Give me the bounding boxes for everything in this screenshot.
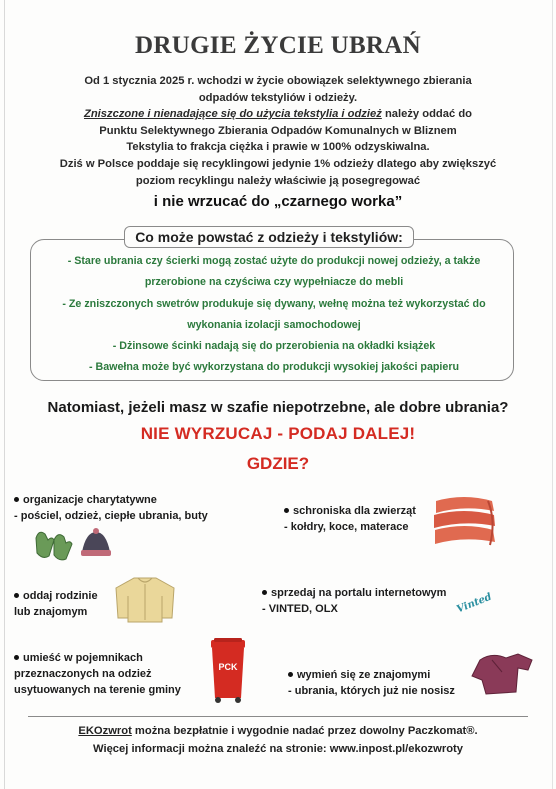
- folded-duvets-icon: [432, 491, 496, 551]
- option-shelters-title: schroniska dla zwierząt: [293, 505, 416, 517]
- option-containers-line1: [14, 650, 181, 666]
- uses-line: - Ze zniszczonych swetrów produkuje się dywany, wełnę można też wykorzystać do: [62, 297, 486, 310]
- option-sell-line2: - VINTED, OLX: [262, 603, 338, 616]
- black-bag-warning: i nie wrzucać do „czarnego worka”: [153, 193, 403, 210]
- option-sell: [262, 585, 446, 617]
- intro-paragraph: [20, 73, 536, 189]
- uses-line: - Dżinsowe ścinki nadają się do przerobienia na okładki książek: [112, 340, 436, 353]
- scan-edge-left: [4, 0, 5, 789]
- footer-line2: Więcej informacji można znaleźć na stronie: www.inpost.pl/ekozwroty: [93, 743, 463, 755]
- bullet-dot: [262, 590, 267, 595]
- option-charity-title: organizacje charytatywne: [23, 494, 157, 506]
- bullet-dot: [14, 593, 19, 598]
- scan-edge-right: [552, 0, 553, 789]
- intro-italic-text: Zniszczone i nienadające się do użycia tekstylia i odzież: [84, 108, 382, 121]
- intro-line-rest: należy oddać do: [381, 108, 472, 121]
- ekozwrot-brand: EKOzwrot: [78, 725, 132, 737]
- option-charity-line2: - pościel, odzież, ciepłe ubrania, buty: [14, 510, 208, 523]
- intro-line: Tekstylia to frakcja ciężka i prawie w 100% odzyskiwalna.: [126, 141, 430, 154]
- where-heading: GDZIE?: [246, 454, 310, 473]
- swapped-jacket-icon: [470, 652, 538, 696]
- footer-line1: [0, 722, 556, 740]
- option-sell-title: sprzedaj na portalu internetowym: [271, 587, 447, 599]
- page-title: DRUGIE ŻYCIE UBRAŃ: [135, 32, 421, 59]
- option-sell-line1: [262, 585, 446, 601]
- vinted-logo: Vinted: [455, 591, 494, 616]
- mittens-and-hat-icon: [32, 526, 112, 564]
- uses-line: - Stare ubrania czy ścierki mogą zostać użyte do produkcji nowej odzieży, a także: [67, 255, 481, 267]
- option-family-title: oddaj rodzinie: [23, 590, 98, 602]
- intro-line: odpadów tekstyliów i odzieży.: [198, 91, 358, 104]
- option-shelters: [284, 503, 416, 535]
- option-swap-line2: - ubrania, których już nie nosisz: [288, 685, 455, 698]
- uses-box-title: Co może powstać z odzieży i tekstyliów:: [124, 226, 414, 248]
- sweater-icon: [114, 576, 176, 624]
- option-charity-line1: [14, 492, 208, 508]
- intro-line: Od 1 stycznia 2025 r. wchodzi w życie obowiązek selektywnego zbierania: [84, 75, 472, 87]
- bullet-dot: [288, 672, 293, 677]
- option-swap-line1: [288, 667, 455, 683]
- footer-divider: [28, 716, 528, 717]
- intro-line: Dziś w Polsce poddaje się recyklingowi jedynie 1% odzieży dlatego aby zwiększyć: [59, 157, 497, 170]
- option-containers-title: umieść w pojemnikach: [23, 652, 143, 664]
- uses-line: przerobione na czyściwa czy wypełniacze do mebli: [144, 276, 404, 289]
- option-family-line2: lub znajomym: [14, 606, 88, 619]
- option-containers: [14, 650, 181, 699]
- option-charity: [14, 492, 208, 524]
- uses-line: wykonania izolacji samochodowej: [187, 318, 361, 331]
- pck-label: PCK: [218, 662, 238, 672]
- bullet-dot: [14, 655, 19, 660]
- footer-line1-text: można bezpłatnie i wygodnie nadać przez dowolny Paczkomat®.: [131, 725, 478, 737]
- slogan-heading: NIE WYRZUCAJ - PODAJ DALEJ!: [140, 424, 416, 443]
- bullet-dot: [14, 497, 19, 502]
- option-shelters-line1: [284, 503, 416, 519]
- option-family: [14, 588, 98, 620]
- option-containers-line2: przeznaczonych na odzież: [14, 668, 152, 681]
- footer: [0, 722, 556, 758]
- option-swap: [288, 667, 455, 699]
- bullet-dot: [284, 508, 289, 513]
- option-containers-line3: usytuowanych na terenie gminy: [14, 684, 181, 697]
- uses-list: [34, 251, 514, 379]
- intro-line: [20, 106, 536, 123]
- uses-line: - Bawełna może być wykorzystana do produkcji wysokiej jakości papieru: [88, 361, 460, 374]
- intro-line: Punktu Selektywnego Zbierania Odpadów Komunalnych w Bliznem: [99, 124, 457, 137]
- intro-line: poziom recyklingu należy właściwie ją posegregować: [135, 174, 421, 187]
- option-swap-title: wymień się ze znajomymi: [297, 669, 431, 681]
- option-family-line1: [14, 588, 98, 604]
- question-heading: Natomiast, jeżeli masz w szafie niepotrzebne, ale dobre ubrania?: [47, 399, 509, 416]
- option-shelters-line2: - kołdry, koce, materace: [284, 521, 409, 534]
